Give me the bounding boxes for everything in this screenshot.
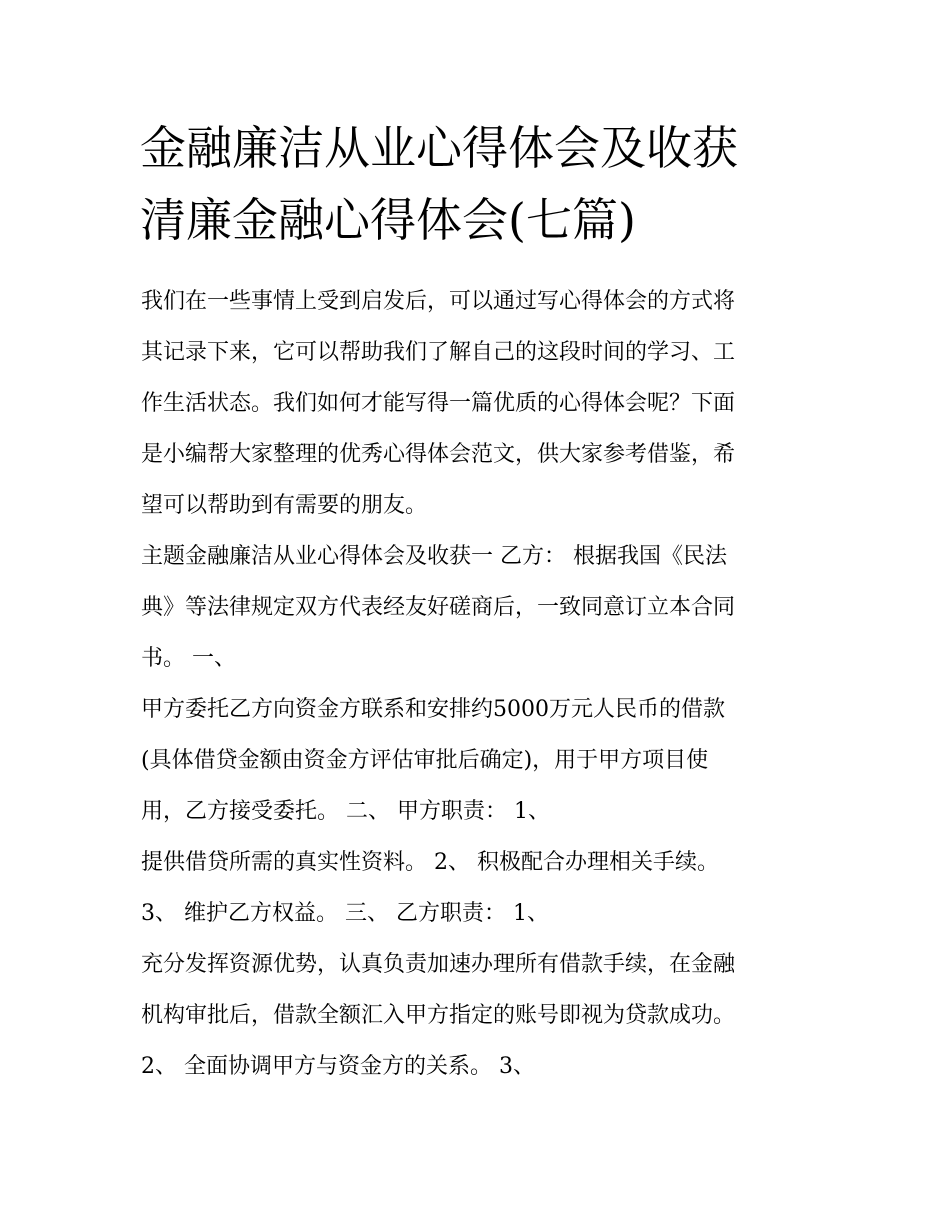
- body-line: 我们在一些事情上受到启发后，可以通过写心得体会的方式将: [141, 289, 736, 314]
- body-line: 其记录下来，它可以帮助我们了解自己的这段时间的学习、工: [141, 340, 736, 365]
- body-line: (具体借贷金额由资金方评估审批后确定)，用于甲方项目使: [141, 748, 709, 773]
- body-line: 2、 全面协调甲方与资金方的关系。 3、: [141, 1054, 535, 1079]
- body-line: 用，乙方接受委托。 二、 甲方职责： 1、: [141, 799, 550, 824]
- body-line: 典》等法律规定双方代表经友好磋商后，一致同意订立本合同: [141, 595, 736, 620]
- body-line: 主题金融廉洁从业心得体会及收获一 乙方： 根据我国《民法: [141, 544, 727, 569]
- body-line: 充分发挥资源优势，认真负责加速办理所有借款手续，在金融: [141, 952, 736, 977]
- body-line: 是小编帮大家整理的优秀心得体会范文，供大家参考借鉴，希: [141, 442, 736, 467]
- document-body: [141, 276, 821, 1092]
- body-line: 提供借贷所需的真实性资料。 2、 积极配合办理相关手续。: [141, 850, 719, 875]
- title-line: 金融廉洁从业心得体会及收获: [140, 121, 738, 175]
- body-line: 书。 一、: [141, 646, 236, 671]
- body-line: 机构审批后，借款全额汇入甲方指定的账号即视为贷款成功。: [141, 1003, 736, 1028]
- body-line: 望可以帮助到有需要的朋友。: [141, 493, 428, 518]
- body-line: 3、 维护乙方权益。 三、 乙方职责： 1、: [141, 901, 549, 926]
- document-title: [140, 112, 840, 256]
- body-line: 甲方委托乙方向资金方联系和安排约5000万元人民币的借款: [141, 697, 725, 722]
- title-line: 清廉金融心得体会(七篇): [140, 193, 636, 247]
- body-line: 作生活状态。我们如何才能写得一篇优质的心得体会呢？下面: [141, 391, 736, 416]
